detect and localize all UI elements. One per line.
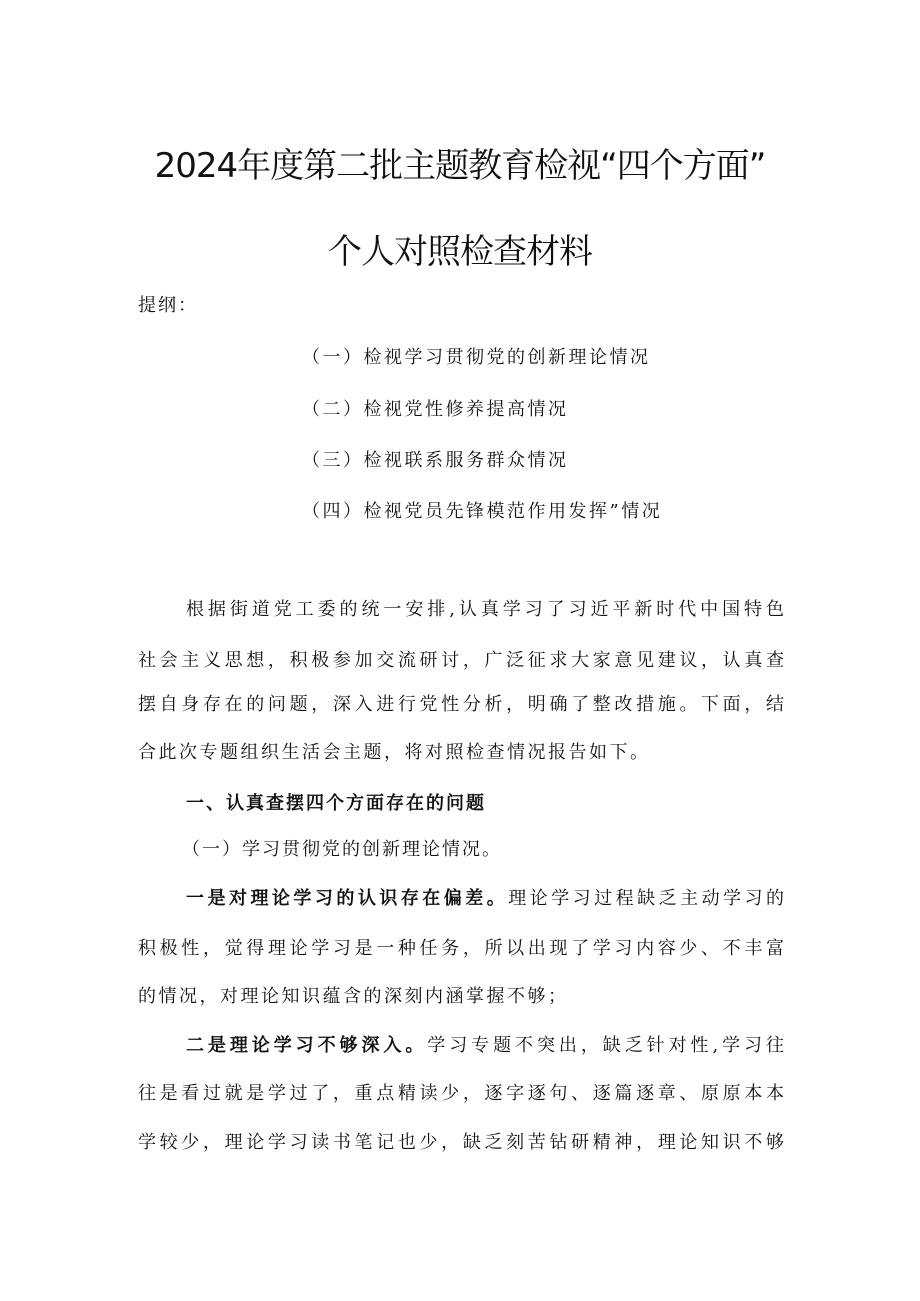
point2-line2: 往是看过就是学过了，重点精读少，逐字逐句、逐篇逐章、原原本本	[138, 1083, 784, 1104]
intro-paragraph-line: 摆自身存在的问题，深入进行党性分析，明确了整改措施。下面，结	[138, 694, 784, 715]
point1-line1	[186, 884, 784, 910]
intro-paragraph-line: 根据街道党工委的统一安排,认真学习了习近平新时代中国特色	[186, 599, 784, 620]
document-title-line1: 2024年度第二批主题教育检视“四个方面”	[154, 146, 766, 186]
intro-paragraph-line: 合此次专题组织生活会主题，将对照检查情况报告如下。	[138, 742, 651, 763]
outline-label: 提纲：	[138, 295, 198, 316]
point2-lead: 二是理论学习不够深入。	[186, 1035, 428, 1056]
section-heading: 一、认真查摆四个方面存在的问题	[186, 793, 486, 814]
point1-line2: 积极性，觉得理论学习是一种任务，所以出现了学习内容少、不丰富	[138, 938, 784, 959]
outline-item: （四）检视党员先锋模范作用发挥”情况	[302, 501, 663, 522]
point2-line3: 学较少，理论学习读书笔记也少，缺乏刻苦钻研精神，理论知识不够	[138, 1132, 784, 1153]
outline-item: （二）检视党性修养提高情况	[302, 399, 569, 420]
point1-lead: 一是对理论学习的认识存在偏差。	[186, 888, 509, 909]
intro-paragraph-line: 社会主义思想，积极参加交流研讨，广泛征求大家意见建议，认真查	[138, 650, 784, 671]
document-title-line2: 个人对照检查材料	[328, 232, 592, 272]
point1-line1-text: 理论学习过程缺乏主动学习的	[508, 888, 785, 909]
subsection-heading: （一）学习贯彻党的创新理论情况。	[182, 839, 502, 860]
point2-line1-text: 学习专题不突出，缺乏针对性,学习往	[427, 1035, 784, 1056]
point1-line3: 的情况，对理论知识蕴含的深刻内涵掌握不够；	[138, 986, 569, 1007]
outline-item: （一）检视学习贯彻党的创新理论情况	[302, 347, 651, 368]
outline-item: （三）检视联系服务群众情况	[302, 450, 569, 471]
point2-line1	[186, 1031, 784, 1057]
